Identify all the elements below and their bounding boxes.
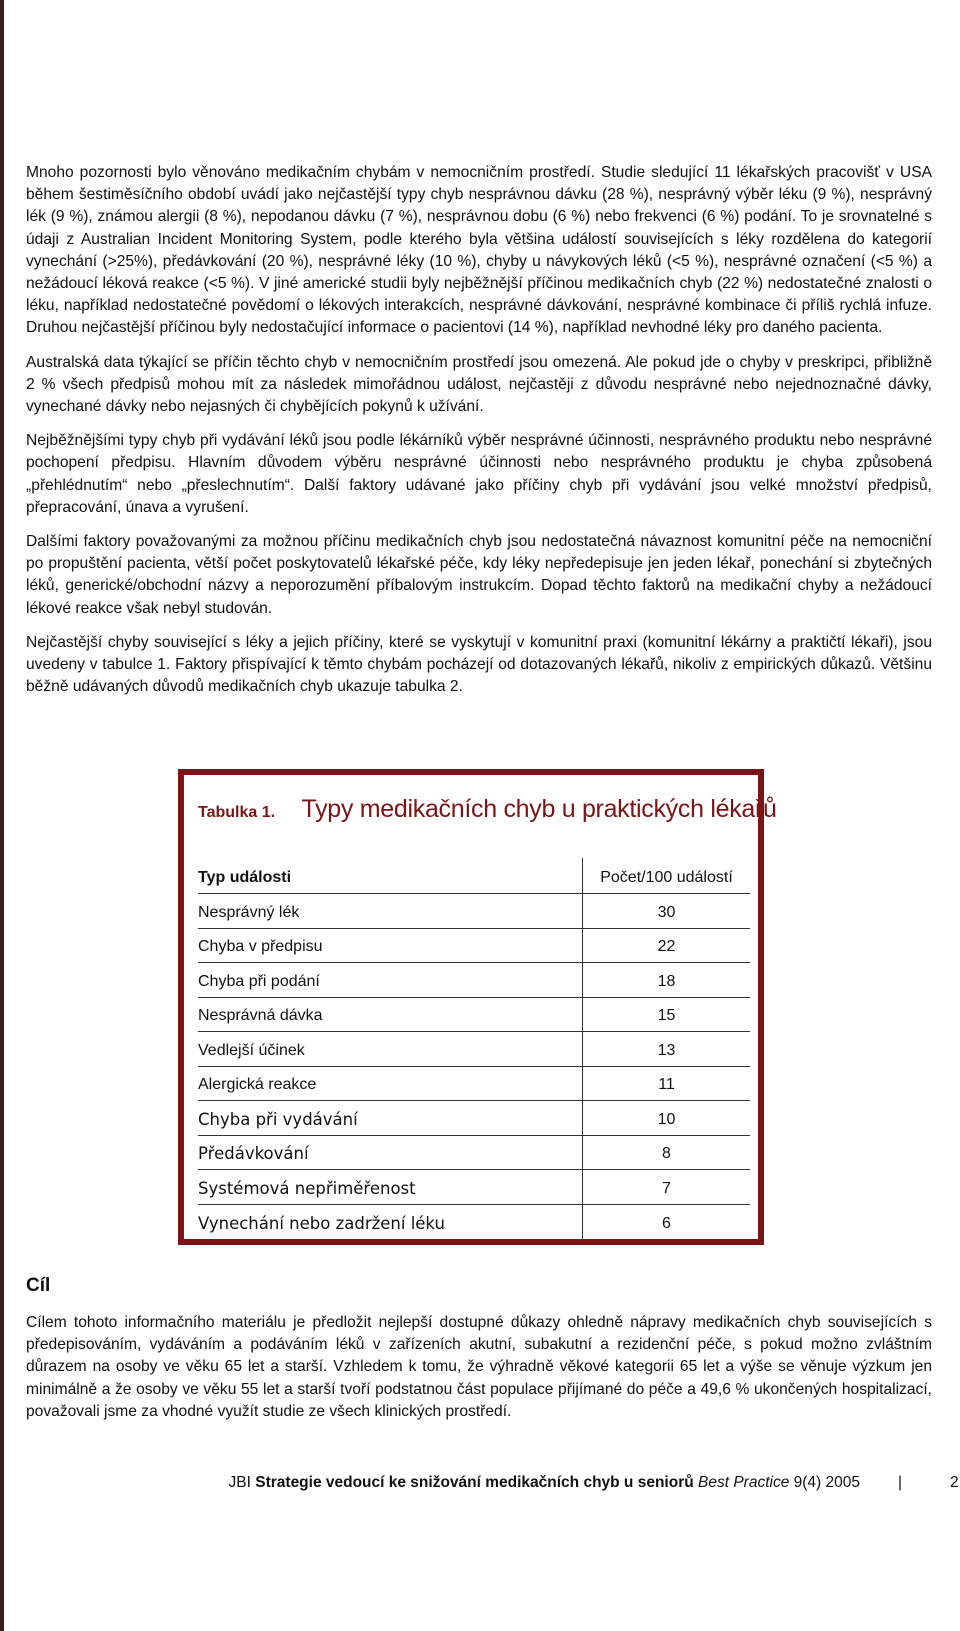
- event-type-cell: Systémová nepřiměřenost: [198, 1178, 416, 1198]
- table-row: [198, 1067, 750, 1102]
- paragraph: Mnoho pozornosti bylo věnováno medikačním chybám v nemocničním prostředí. Studie sledující 11 lékařských pracovišť v USA během šestiměsíčního období uvádí jako nejčastější typy chyb nesprávnou dávku (28 %), nesprávný výběr léku (9 %), nesprávný lék (9 %), známou alergii (8 %), nepodanou dávku (7 %), nesprávnou dobu (6 %) nebo frekvenci (6 %) podání. To je srovnatelné s údaji z Australian Incident Monitoring System, podle kterého byla většina událostí souvisejících s léky rozdělena do kategorií vynechání (>25%), předávkování (20 %), nesprávné léky (10 %), chyby u návykových léků (<5 %), nesprávné označení (<5 %) a nežádoucí léková reakce (<5 %). V jiné americké studii byly nejběžnější příčinou medikačních chyb (22 %) nedostatečné znalosti o léku, například nedostatečné povědomí o lékových interakcích, nesprávné dávkování, nesprávné kombinace či příliš rychlá infuze. Druhou nejčastější příčinou byly nedostačující informace o pacientovi (14 %), například nevhodné léky pro daného pacienta.: [26, 164, 932, 337]
- page-left-border: [0, 0, 4, 1631]
- table-header-row: [198, 858, 750, 894]
- table-row: [198, 1205, 750, 1240]
- section-heading-goal: Cíl: [26, 1275, 51, 1296]
- table-caption: [198, 795, 777, 824]
- header-event-type: Typ události: [198, 869, 292, 886]
- count-cell: 7: [582, 1170, 750, 1204]
- page-number: 2: [950, 1474, 959, 1491]
- table-row: [198, 929, 750, 964]
- count-cell: 18: [582, 963, 750, 997]
- count-cell: 6: [582, 1205, 750, 1240]
- count-cell: 11: [582, 1067, 750, 1101]
- paragraph: Nejčastější chyby související s léky a jejich příčiny, které se vyskytují v komunitní praxi (komunitní lékárny a praktičtí lékaři), jsou uvedeny v tabulce 1. Faktory přispívající k těmto chybám pocházejí od dotazovaných lékařů, nikoliv z empirických důkazů. Většinu běžně udávaných důvodů medikačních chyb ukazuje tabulka 2.: [26, 633, 932, 696]
- count-cell: 8: [582, 1136, 750, 1170]
- table-row: [198, 998, 750, 1033]
- event-type-cell: Chyba při vydávání: [198, 1109, 358, 1129]
- footer-title: Strategie vedoucí ke snižování medikačních chyb u seniorů: [255, 1474, 694, 1491]
- footer-org: JBI: [228, 1474, 251, 1491]
- count-cell: 30: [582, 894, 750, 928]
- count-cell: 22: [582, 929, 750, 963]
- footer-separator: |: [898, 1474, 903, 1491]
- event-type-cell: Vynechání nebo zadržení léku: [198, 1214, 445, 1233]
- event-type-cell: Alergická reakce: [198, 1076, 317, 1093]
- table-title: Typy medikačních chyb u praktických lékařů: [301, 795, 777, 823]
- event-type-cell: Nesprávný lék: [198, 903, 300, 921]
- table-row: [198, 1032, 750, 1067]
- footer-citation: [229, 1474, 860, 1492]
- event-type-cell: Předávkování: [198, 1144, 309, 1163]
- header-count: Počet/100 událostí: [582, 858, 750, 893]
- body-text: [26, 162, 932, 710]
- footer-series: Best Practice: [698, 1474, 790, 1491]
- footer-issue: 9(4) 2005: [793, 1474, 860, 1491]
- paragraph: Australská data týkající se příčin těchto chyb v nemocničním prostředí jsou omezená. Ale pokud jde o chyby v preskripci, přibližně 2 % všech předpisů mohou mít za následek mimořádnou událost, nejčastěji z důvodu nesprávné nebo nejednoznačné dávky, vynechané dávky nebo nejasných či chybějících pokynů k užívání.: [26, 353, 932, 416]
- table-label: Tabulka 1.: [198, 804, 276, 821]
- event-type-cell: Chyba v předpisu: [198, 938, 323, 955]
- count-cell: 15: [582, 998, 750, 1032]
- event-type-cell: Vedlejší účinek: [198, 1041, 305, 1059]
- event-type-cell: Nesprávná dávka: [198, 1007, 323, 1024]
- table-1-box: [178, 769, 777, 1245]
- table-row: [198, 1101, 750, 1136]
- paragraph: Dalšími faktory považovanými za možnou příčinu medikačních chyb jsou nedostatečná návaznost komunitní péče na nemocniční po propuštění pacienta, větší počet poskytovatelů lékařské péče, kdy léky nepředepisuje jen jeden lékař, ponechání si zbytečných léků, generické/obchodní názvy a neporozumění příbalovým instrukcím. Dopad těchto faktorů na medikační chyby a nežádoucí lékové reakce však nebyl studován.: [26, 533, 932, 617]
- events-table: [198, 858, 750, 1239]
- event-type-cell: Chyba při podání: [198, 972, 320, 990]
- paragraph: Nejběžnějšími typy chyb při vydávání léků jsou podle lékárníků výběr nesprávné účinnosti, nesprávného produktu nebo nesprávné pochopení předpisu. Hlavním důvodem výběru nesprávné účinnosti nebo nesprávného produktu je chyba způsobená „přehlédnutím“ nebo „přeslechnutím“. Další faktory udávané jako příčiny chyb při vydávání jsou velké množství předpisů, přepracování, únava a vyrušení.: [26, 432, 932, 516]
- table-row: [198, 963, 750, 998]
- count-cell: 10: [582, 1101, 750, 1135]
- table-row: [198, 1170, 750, 1205]
- goal-paragraph: Cílem tohoto informačního materiálu je předložit nejlepší dostupné důkazy ohledně nápravy medikačních chyb souvisejících s předepisováním, vydáváním a podáváním léků v zařízeních akutní, subakutní a rezidenční péče, s pokud možno zvláštním důrazem na osoby ve věku 65 let a starší. Vzhledem k tomu, že výhradně věkové kategorii 65 let a výše se věnuje výzkum jen minimálně a že osoby ve věku 55 let a starší tvoří podstatnou část populace přijímané do péče a 49,6 % ukončených hospitalizací, považovali jsme za vhodné využít studie ze všech klinických prostředí.: [26, 1314, 932, 1420]
- table-row: [198, 1136, 750, 1171]
- table-row: [198, 894, 750, 929]
- count-cell: 13: [582, 1032, 750, 1066]
